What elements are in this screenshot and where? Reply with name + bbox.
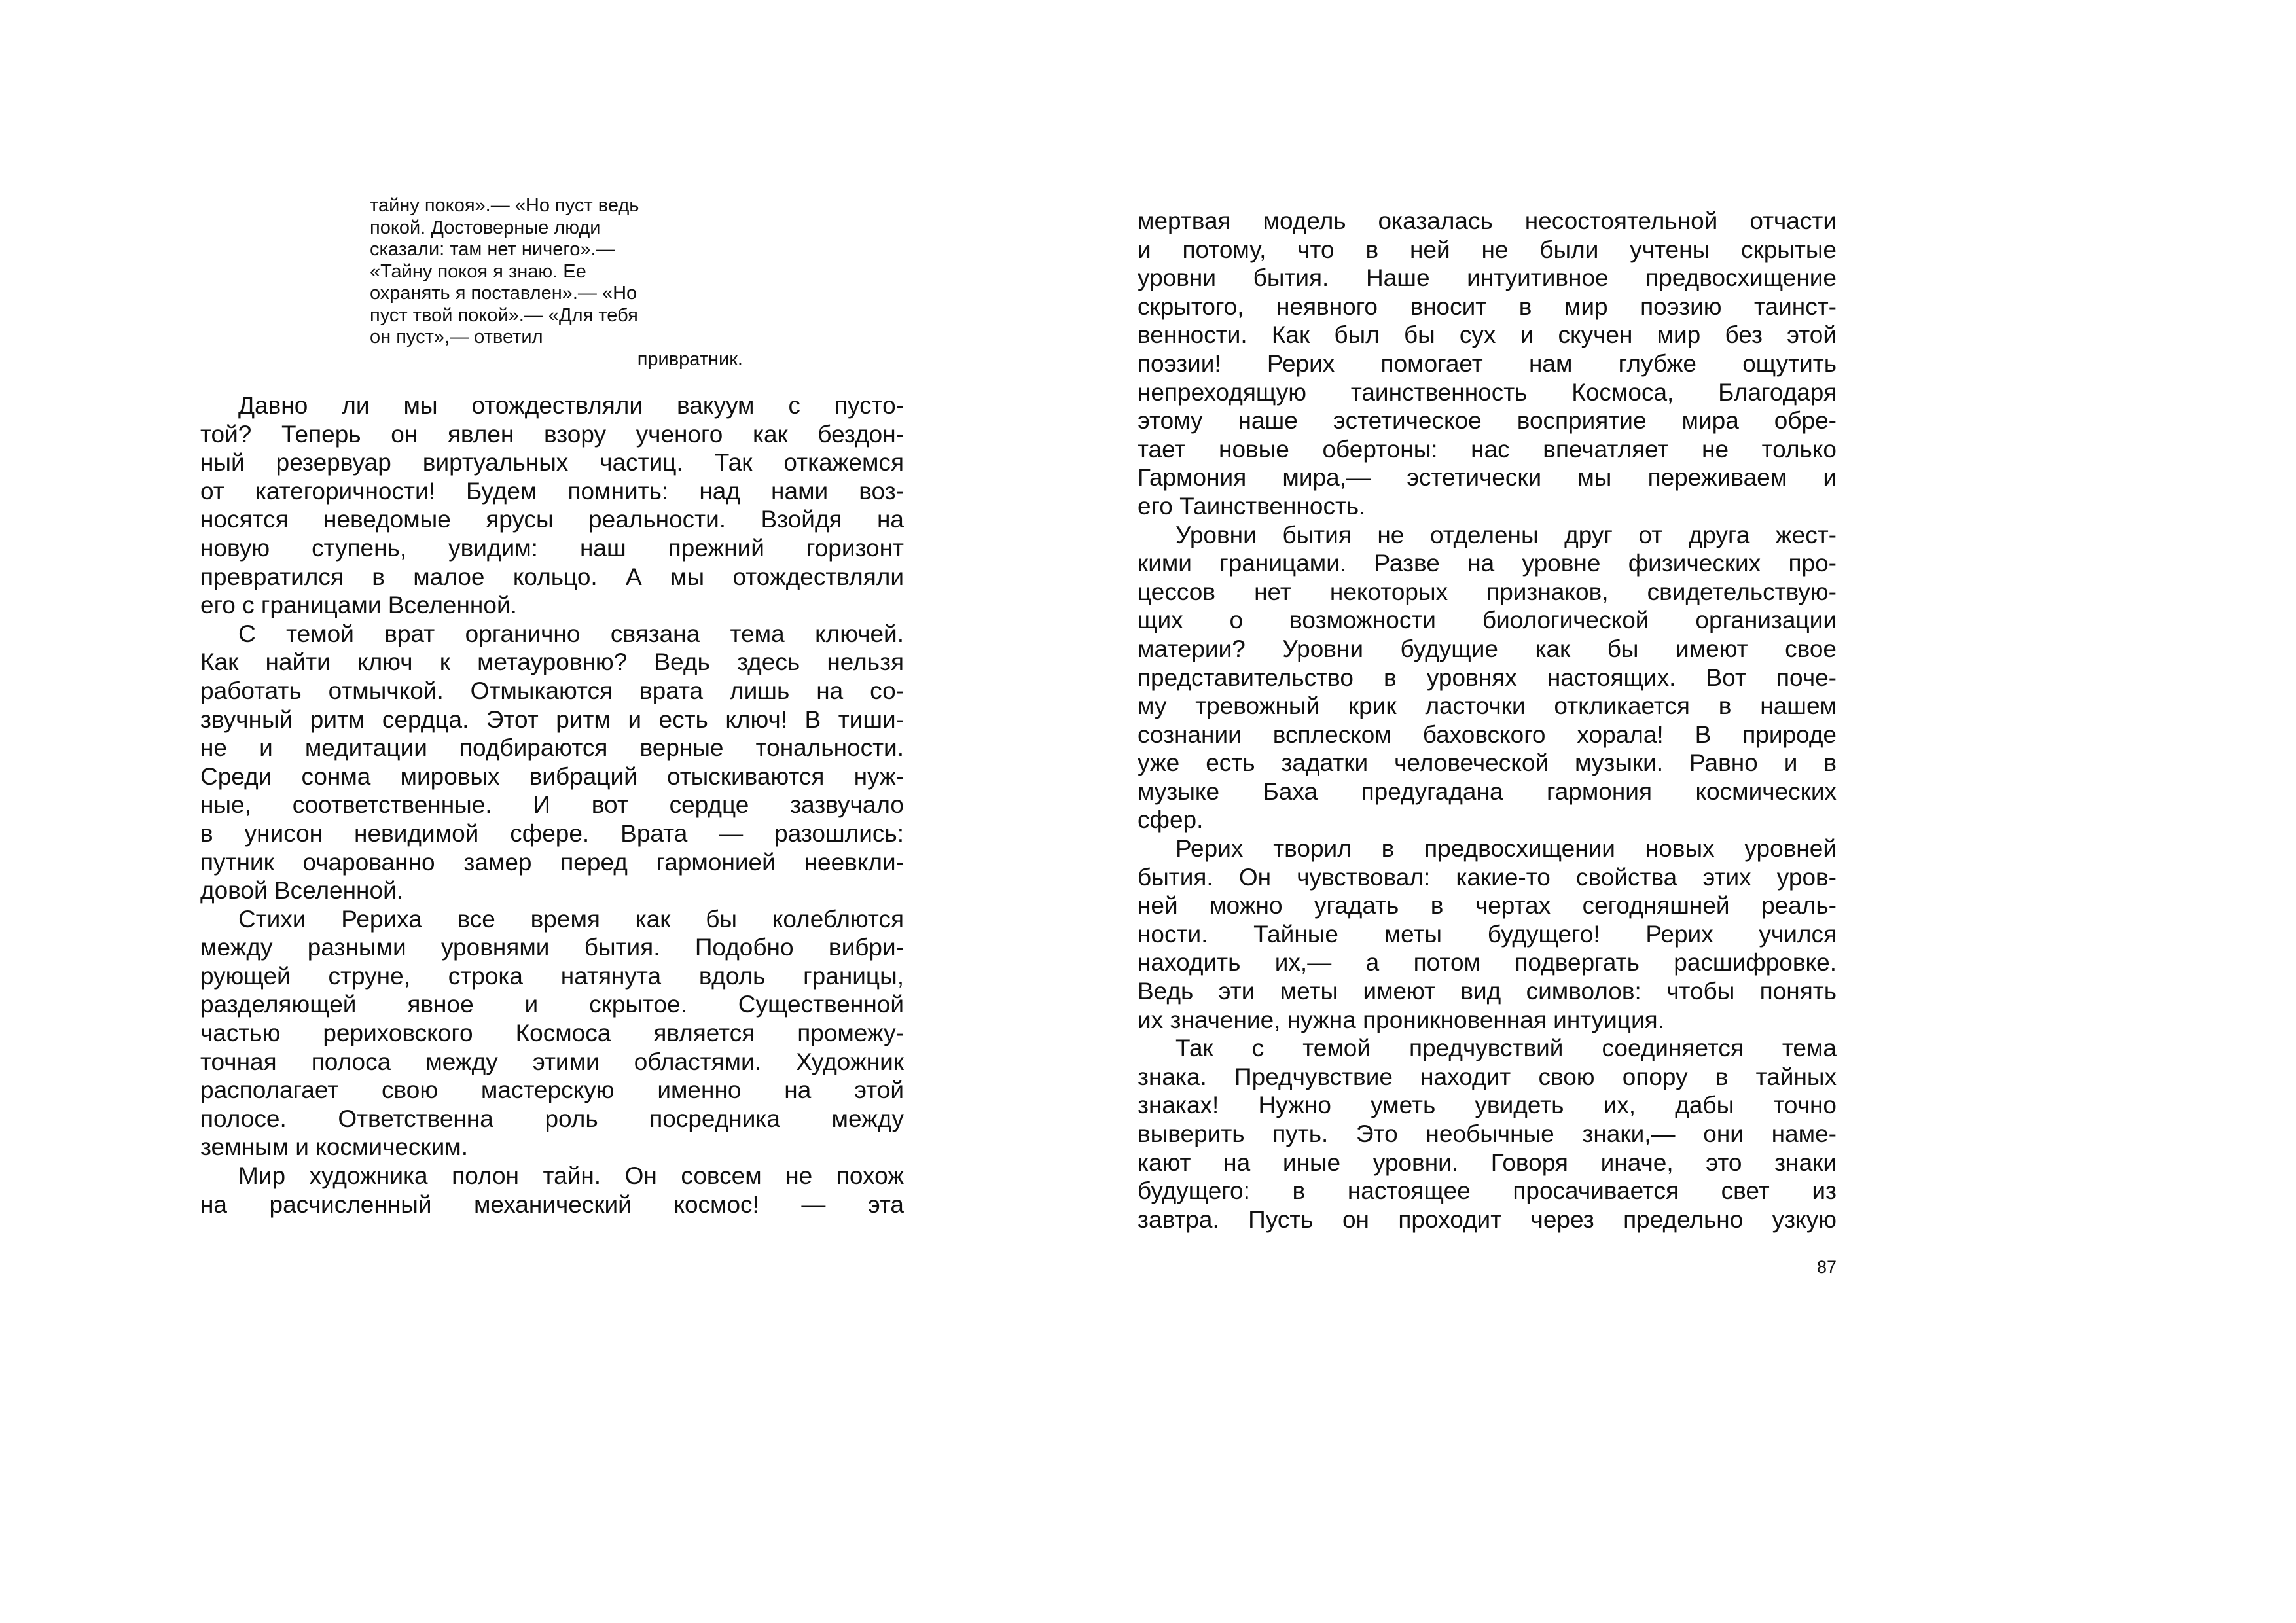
text-line: земным и космическим. (200, 1133, 468, 1161)
text-line: Стихи Рериха все время как бы колеблются (238, 905, 904, 933)
text-line: располагает свою мастерскую именно на этой (200, 1077, 904, 1104)
text-line: ности. Тайные меты будущего! Рерих учился (1138, 920, 1837, 948)
text-line: рующей струне, строка натянута вдоль границы, (200, 962, 904, 990)
text-line: му тревожный крик ласточки откликается в нашем (1138, 692, 1837, 720)
text-line: материи? Уровни будущие как бы имеют свое (1138, 635, 1837, 662)
right-page-text (1138, 207, 1837, 1234)
text-line: работать отмычкой. Отмыкаются врата лишь на со- (200, 677, 904, 704)
text-line: этому наше эстетическое восприятие мира обре- (1138, 407, 1837, 435)
text-line: сфер. (1138, 806, 1204, 834)
text-line: представительство в уровнях настоящих. Вот поче- (1138, 664, 1837, 691)
text-line: на расчисленный механический космос! — эта (200, 1190, 904, 1218)
text-line: превратился в малое кольцо. А мы отождествляли (200, 563, 904, 590)
epigraph (370, 195, 743, 370)
epigraph-line: сказали: там нет ничего».— (370, 239, 615, 260)
text-line: венности. Как был бы сух и скучен мир без этой (1138, 321, 1837, 349)
text-line: будущего: в настоящее просачивается свет из (1138, 1177, 1837, 1205)
text-line: полосе. Ответственна роль посредника между (200, 1105, 904, 1132)
text-line: кают на иные уровни. Говоря иначе, это знаки (1138, 1149, 1837, 1176)
text-line: цессов нет некоторых признаков, свидетельствую- (1138, 578, 1837, 605)
text-line: знаках! Нужно уметь увидеть их, дабы точно (1138, 1092, 1837, 1119)
text-line: звучный ритм сердца. Этот ритм и есть ключ! В тиши- (200, 705, 904, 733)
text-line: от категоричности! Будем помнить: над нами воз- (200, 477, 904, 505)
text-line: довой Вселенной. (200, 877, 404, 904)
text-line: между разными уровнями бытия. Подобно вибри- (200, 934, 904, 961)
text-line: знака. Предчувствие находит свою опору в тайных (1138, 1063, 1837, 1090)
text-line: Давно ли мы отождествляли вакуум с пусто- (238, 392, 904, 419)
epigraph-line: «Тайну покоя я знаю. Ее (370, 260, 586, 282)
left-page-text (200, 391, 904, 1219)
text-line: Рерих творил в предвосхищении новых уровней (1175, 835, 1837, 863)
epigraph-line: пуст твой покой».— «Для тебя (370, 304, 638, 326)
text-line: выверить путь. Это необычные знаки,— они наме- (1138, 1120, 1837, 1147)
text-line: Гармония мира,— эстетически мы переживаем и (1138, 464, 1837, 491)
text-line: ный резервуар виртуальных частиц. Так откажемся (200, 449, 904, 476)
text-line: С темой врат органично связана тема ключей. (238, 620, 904, 647)
text-line: не и медитации подбираются верные тональности. (200, 734, 904, 762)
text-line: скрытого, неявного вносит в мир поэзию таинст- (1138, 293, 1837, 320)
text-line: щих о возможности биологической организации (1138, 607, 1837, 634)
text-line: Среди сонма мировых вибраций отыскиваются нуж- (200, 762, 904, 790)
text-line: ней можно угадать в чертах сегодняшней реаль- (1138, 892, 1837, 919)
text-line: сознании всплеском баховского хорала! В природе (1138, 721, 1837, 748)
text-line: мертвая модель оказалась несостоятельной отчасти (1138, 207, 1837, 234)
text-line: тает новые обертоны: нас впечатляет не только (1138, 435, 1837, 463)
text-line: новую ступень, увидим: наш прежний горизонт (200, 534, 904, 562)
text-line: Так с темой предчувствий соединяется тема (1175, 1035, 1837, 1062)
text-line: носятся неведомые ярусы реальности. Взойдя на (200, 506, 904, 533)
text-line: уровни бытия. Наше интуитивное предвосхищение (1138, 264, 1837, 292)
text-line: в унисон невидимой сфере. Врата — разошлись: (200, 819, 904, 847)
text-line: музыке Баха предугадана гармония космических (1138, 777, 1837, 805)
text-line: Ведь эти меты имеют вид символов: чтобы понять (1138, 978, 1837, 1005)
text-line: бытия. Он чувствовал: какие-то свойства этих уров- (1138, 863, 1837, 891)
page-number: 87 (1816, 1257, 1837, 1277)
epigraph-line: покой. Достоверные люди (370, 217, 601, 238)
text-line: Мир художника полон тайн. Он совсем не похож (238, 1162, 904, 1190)
epigraph-line: тайну покоя».— «Но пуст ведь (370, 195, 639, 216)
text-line: разделяющей явное и скрытое. Существенной (200, 991, 904, 1018)
text-line: ные, соответственные. И вот сердце зазвучало (200, 791, 904, 819)
text-line: их значение, нужна проникновенная интуиция. (1138, 1006, 1664, 1033)
text-line: его Таинственность. (1138, 492, 1366, 520)
epigraph-signature: привратник. (637, 348, 743, 370)
text-line: поэзии! Рерих помогает нам глубже ощутить (1138, 349, 1837, 377)
text-line: его с границами Вселенной. (200, 592, 517, 619)
text-line: путник очарованно замер перед гармонией неевкли- (200, 848, 904, 876)
text-line: завтра. Пусть он проходит через предельно узкую (1138, 1205, 1837, 1233)
text-line: Уровни бытия не отделены друг от друга жест- (1175, 521, 1837, 548)
text-line: непреходящую таинственность Космоса, Благодаря (1138, 378, 1837, 406)
text-line: уже есть задатки человеческой музыки. Равно и в (1138, 749, 1837, 777)
text-line: и потому, что в ней не были учтены скрытые (1138, 236, 1837, 263)
epigraph-line: он пуст»,— ответил (370, 327, 543, 348)
epigraph-line: охранять я поставлен».— «Но (370, 283, 637, 304)
text-line: частью рериховского Космоса является промежу- (200, 1020, 904, 1047)
text-line: кими границами. Разве на уровне физических про- (1138, 550, 1837, 577)
text-line: точная полоса между этими областями. Художник (200, 1048, 904, 1075)
text-line: Как найти ключ к метауровню? Ведь здесь нельзя (200, 649, 904, 676)
text-line: той? Теперь он явлен взору ученого как бездон- (200, 420, 904, 448)
text-line: находить их,— а потом подвергать расшифровке. (1138, 949, 1837, 976)
